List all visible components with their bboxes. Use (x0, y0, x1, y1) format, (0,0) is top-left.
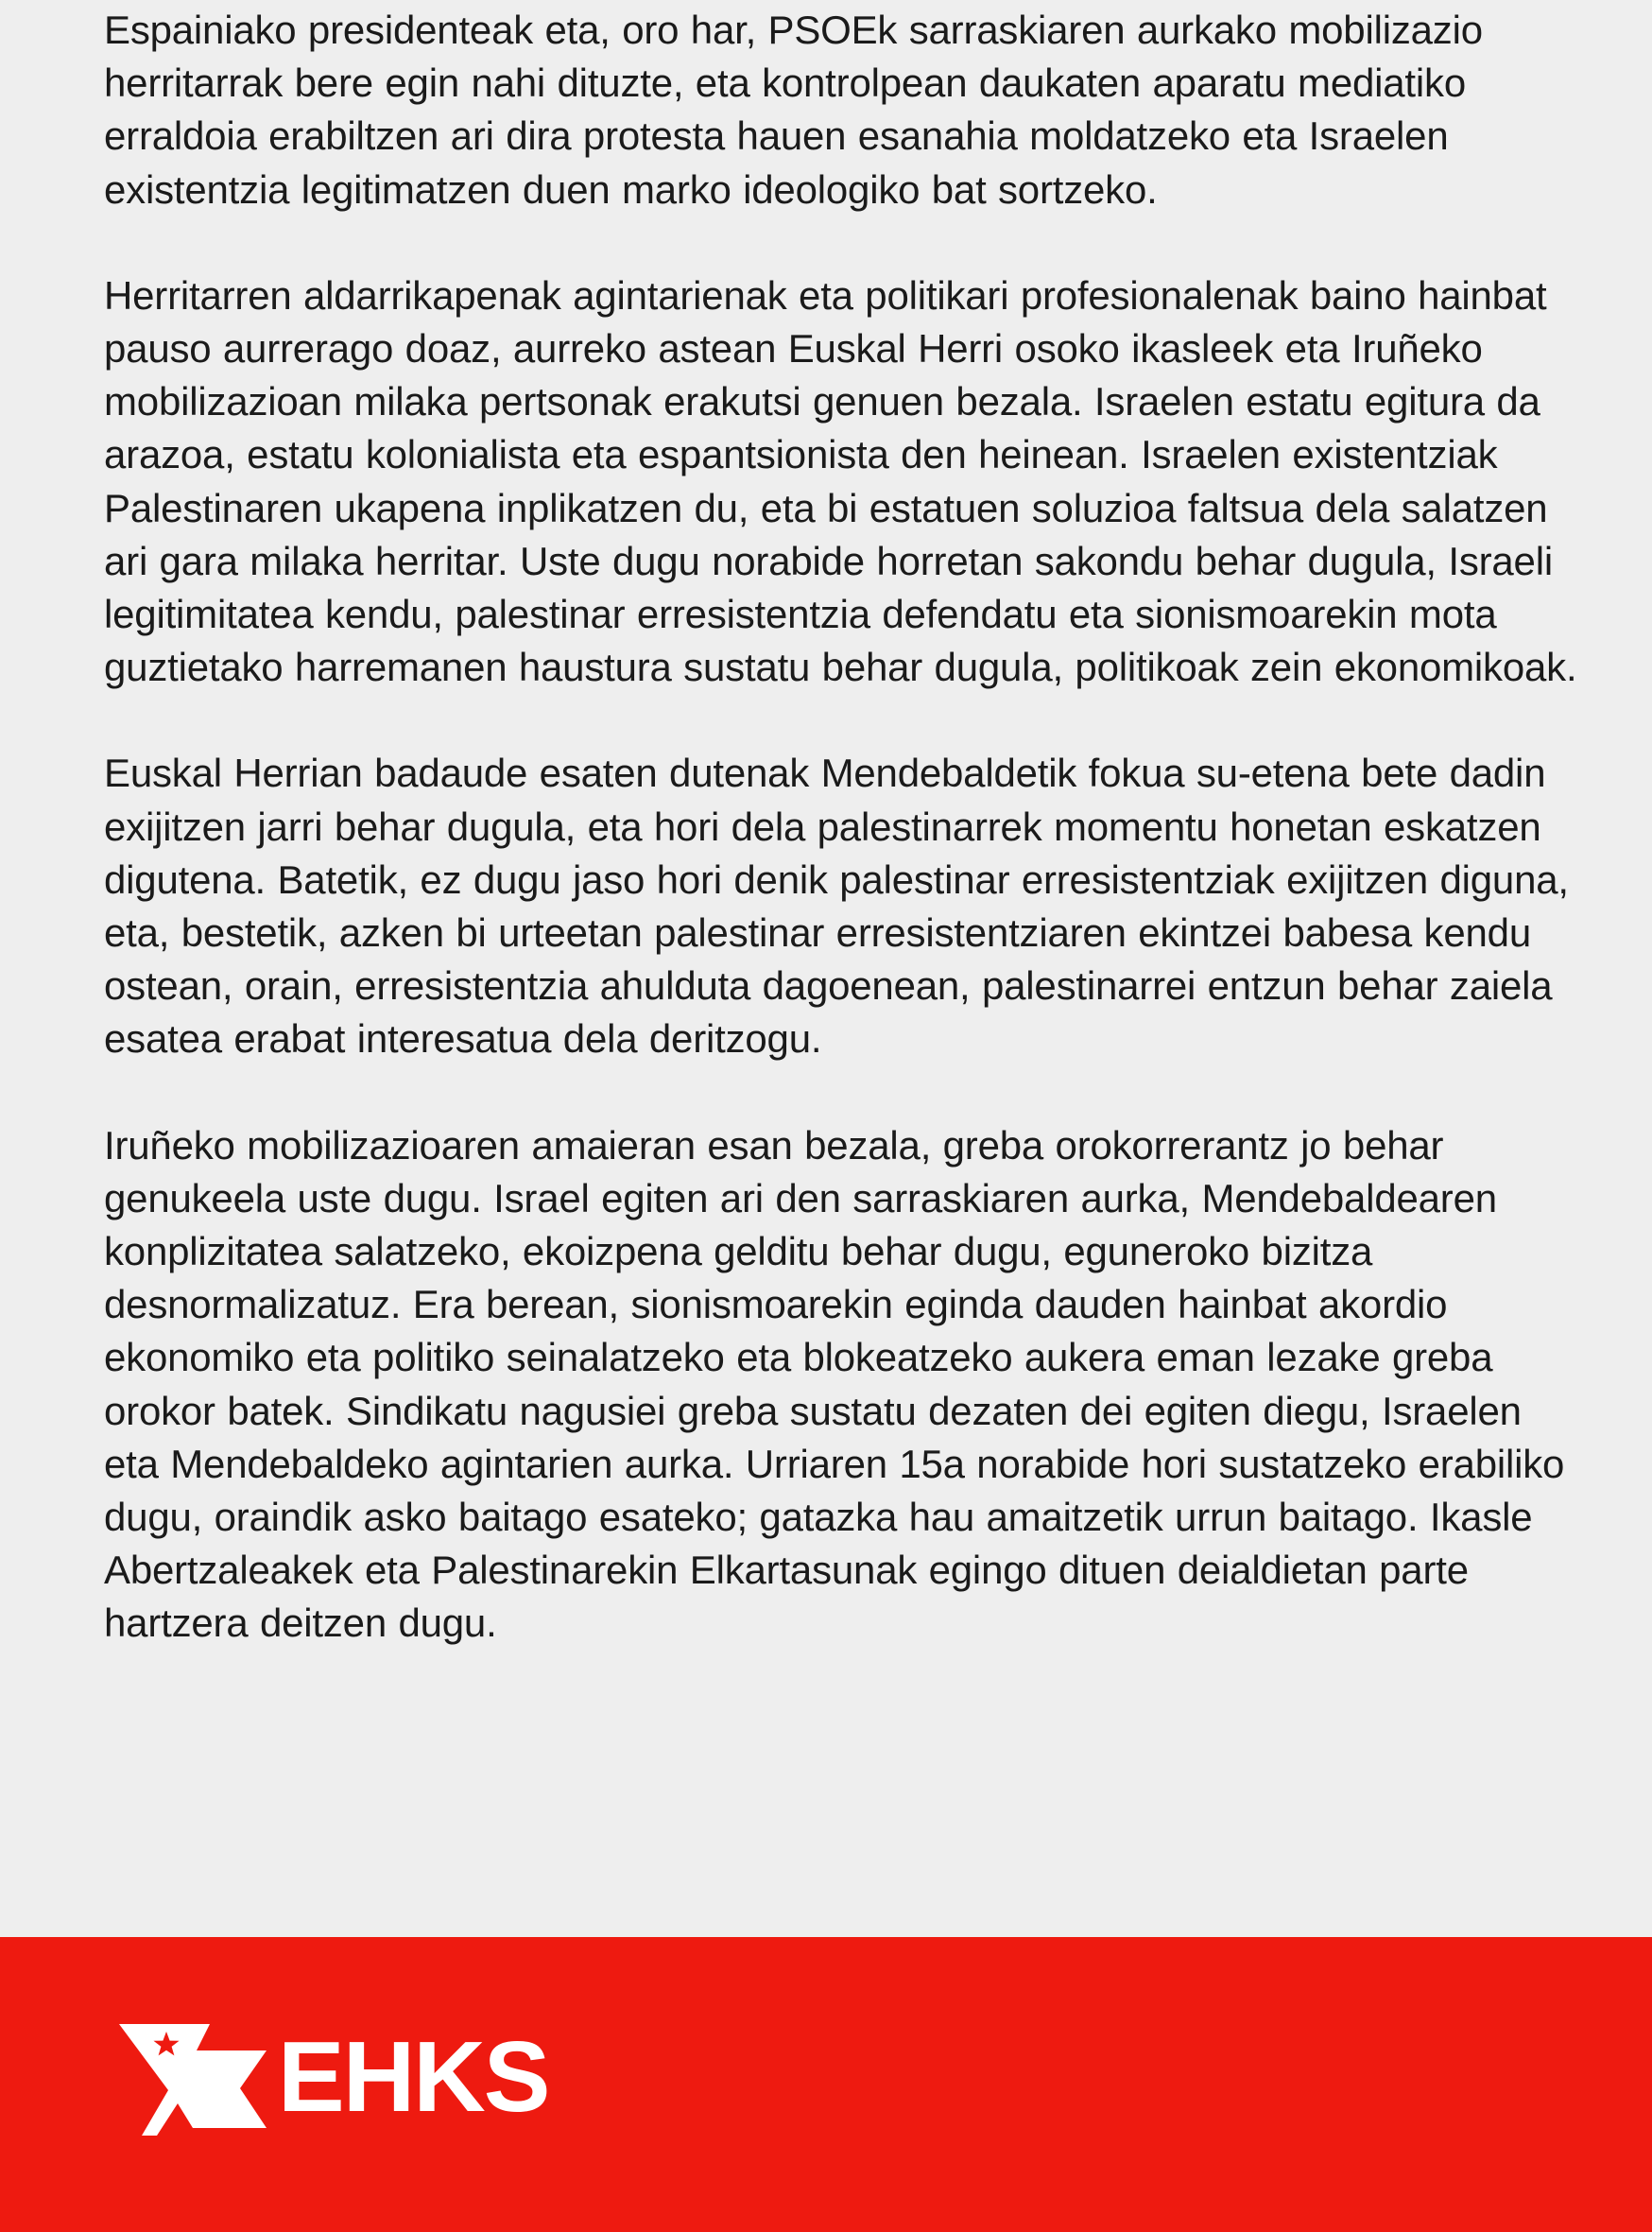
flag-star-icon (119, 2018, 267, 2136)
article-body (104, 0, 1578, 1651)
ehks-logo (119, 2018, 549, 2136)
article-paragraph-4: Iruñeko mobilizazioaren amaieran esan bezala, greba orokorrerantz jo behar genukeela uste dugu. Israel egiten ari den sarraskiaren aurka, Mendebaldearen konplizitatea salatzeko, ekoizpena gelditu behar dugu, eguneroko bizitza desnormalizatuz. Era berean, sionismoarekin eginda dauden hainbat akordio ekonomiko eta politiko seinalatzeko eta blokeatzeko aukera eman lezake greba orokor batek. Sindikatu nagusiei greba sustatu dezaten dei egiten diegu, Israelen eta Mendebaldeko agintarien aurka. Urriaren 15a norabide hori sustatzeko erabiliko dugu, oraindik asko baitago esateko; gatazka hau amaitzetik urrun baitago. Ikasle Abertzaleakek eta Palestinarekin Elkartasunak egingo dituen deialdietan parte hartzera deitzen dugu. (104, 1122, 1565, 1646)
logo-text: EHKS (278, 2021, 549, 2133)
article-paragraph-3: Euskal Herrian badaude esaten dutenak Mendebaldetik fokua su-etena bete dadin exijitzen jarri behar dugula, eta hori dela palestinarrek momentu honetan eskatzen digutena. Batetik, ez dugu jaso hori denik palestinar erresistentziak exijitzen diguna, eta, bestetik, azken bi urteetan palestinar erresistentziaren ekintzei babesa kendu ostean, orain, erresistentzia ahulduta dagoenean, palestinarrei entzun behar zaiela esatea erabat interesatua dela deritzogu. (104, 751, 1569, 1062)
article-paragraph-1: Espainiako presidenteak eta, oro har, PSOEk sarraskiaren aurkako mobilizazio herritarrak bere egin nahi dituzte, eta kontrolpean daukaten aparatu mediatiko erraldoia erabiltzen ari dira protesta hauen esanahia moldatzeko eta Israelen existentzia legitimatzen duen marko ideologiko bat sortzeko. (104, 8, 1483, 212)
article-paragraph-2: Herritarren aldarrikapenak agintarienak eta politikari profesionalenak baino hainbat pauso aurrerago doaz, aurreko astean Euskal Herri osoko ikasleek eta Iruñeko mobilizazioan milaka pertsonak erakutsi genuen bezala. Israelen estatu egitura da arazoa, estatu kolonialista eta espantsionista den heinean. Israelen existentziak Palestinaren ukapena inplikatzen du, eta bi estatuen soluzioa faltsua dela salatzen ari gara milaka herritar. Uste dugu norabide horretan sakondu behar dugula, Israeli legitimitatea kendu, palestinar erresistentzia defendatu eta sionismoarekin mota guztietako harremanen haustura sustatu behar dugula, politikoak zein ekonomikoak. (104, 272, 1577, 690)
